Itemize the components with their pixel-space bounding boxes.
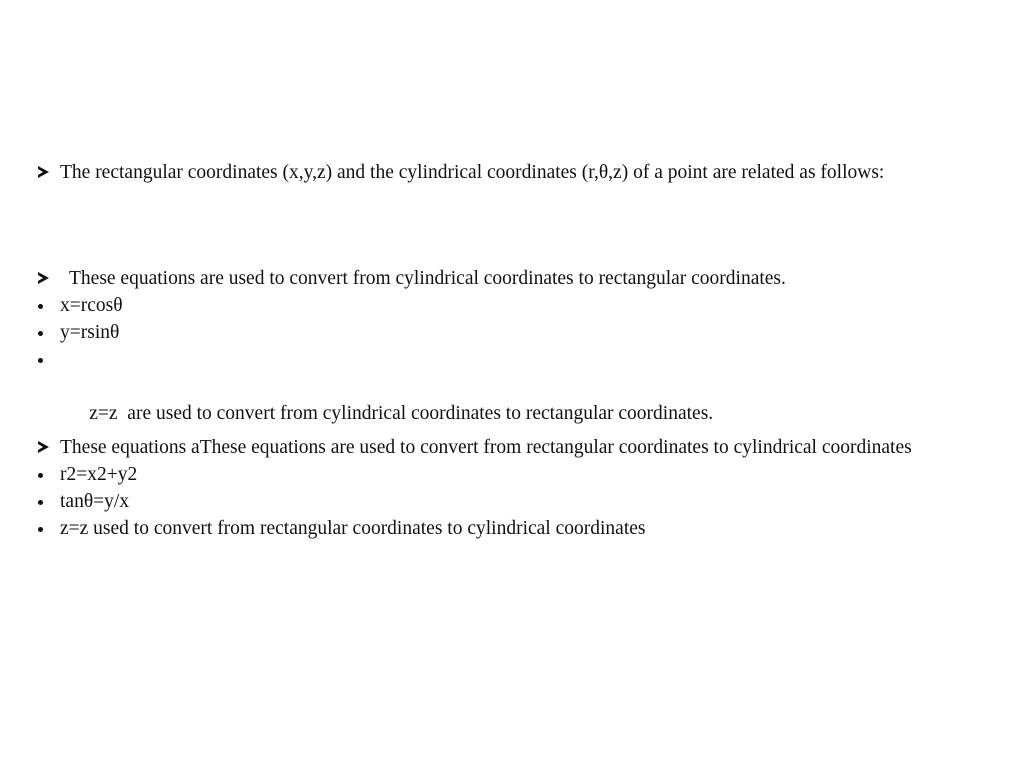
equation-text: y=rsinθ: [60, 322, 120, 343]
equation-text: tanθ=y/x: [60, 491, 130, 512]
section-cylindrical-to-rectangular: [36, 265, 966, 454]
list-item: [36, 319, 966, 346]
equation-text: x=rcosθ: [60, 295, 123, 316]
section-rectangular-to-cylindrical: [36, 434, 966, 542]
arrow-item: [36, 265, 966, 292]
lead-text: These equations are used to convert from cylindrical coordinates to rectangular coordinates.: [69, 268, 786, 289]
lead-text: These equations aThese equations are used to convert from rectangular coordinates to cylindrical coordinates: [60, 437, 912, 458]
arrow-item: [36, 159, 966, 186]
list-item: [36, 292, 966, 319]
arrow-item: [36, 434, 966, 461]
list-item: [36, 488, 966, 515]
list-item: [36, 461, 966, 488]
list-item: [36, 515, 966, 542]
equation-text: z=z are used to convert from cylindrical coordinates to rectangular coordinates.: [89, 403, 714, 424]
equation-text: r2=x2+y2: [60, 464, 138, 485]
equation-text: z=z used to convert from rectangular coordinates to cylindrical coordinates: [60, 518, 646, 539]
section-relation-intro: [36, 159, 966, 186]
intro-text: The rectangular coordinates (x,y,z) and the cylindrical coordinates (r,θ,z) of a point are related as follows:: [60, 162, 885, 183]
